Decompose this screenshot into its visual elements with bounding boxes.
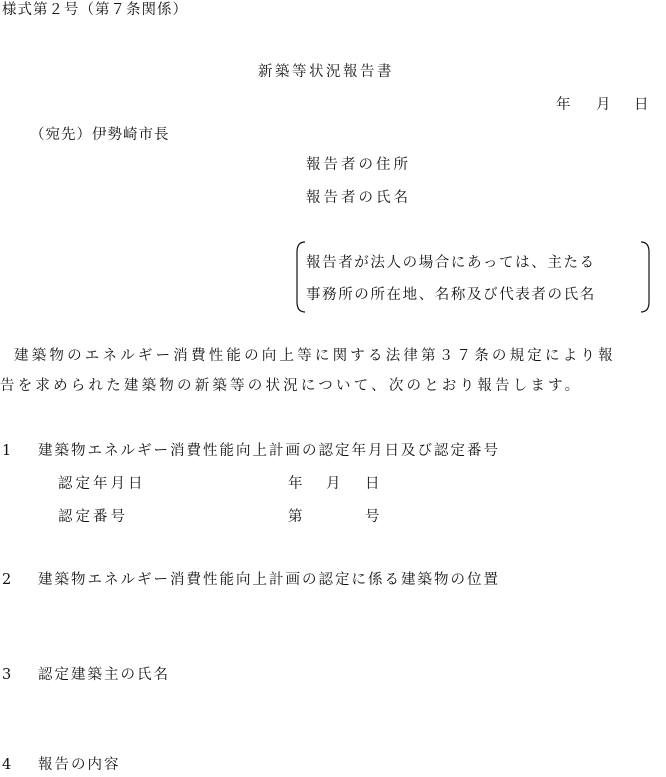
- section-number: 1: [2, 443, 14, 459]
- cert-date-year: 年: [288, 476, 306, 492]
- reporter-address-label: 報告者の住所: [306, 157, 411, 173]
- section-title: 建築物エネルギー消費性能向上計画の認定に係る建築物の位置: [38, 572, 500, 588]
- section-number: 3: [2, 667, 14, 683]
- section-title: 認定建築主の氏名: [38, 667, 170, 683]
- date-day-label: 日: [634, 97, 649, 113]
- reporter-name-label: 報告者の氏名: [306, 190, 411, 206]
- cert-number-suffix: 号: [365, 509, 383, 525]
- cert-date-label: 認定年月日: [58, 476, 146, 492]
- section-2-heading: [2, 570, 500, 590]
- corporate-note-line-2: 事務所の所在地、名称及び代表者の氏名: [306, 287, 596, 303]
- corporate-note-line-1: 報告者が法人の場合にあっては、主たる: [306, 255, 596, 271]
- form-number: 様式第２号（第７条関係）: [2, 2, 188, 18]
- body-paragraph-line-2: 告を求められた建築物の新築等の状況について、次のとおり報告します。: [0, 378, 583, 394]
- document-title: 新築等状況報告書: [258, 64, 394, 80]
- cert-date-month: 月: [326, 476, 344, 492]
- section-4-heading: [2, 755, 121, 775]
- section-number: 2: [2, 572, 14, 588]
- date-year-label: 年: [556, 97, 571, 113]
- section-number: 4: [2, 757, 14, 773]
- section-3-heading: [2, 665, 170, 685]
- cert-number-prefix: 第: [288, 509, 306, 525]
- cert-number-label: 認定番号: [58, 509, 128, 525]
- corporate-note: [296, 240, 650, 314]
- cert-date-day: 日: [365, 476, 383, 492]
- addressee: （宛先）伊勢崎市長: [30, 127, 170, 143]
- section-title: 報告の内容: [38, 757, 121, 773]
- date-month-label: 月: [596, 97, 611, 113]
- body-paragraph-line-1: 建築物のエネルギー消費性能の向上等に関する法律第３７条の規定により報: [14, 348, 616, 364]
- section-1-heading: [2, 441, 500, 461]
- section-title: 建築物エネルギー消費性能向上計画の認定年月日及び認定番号: [38, 443, 500, 459]
